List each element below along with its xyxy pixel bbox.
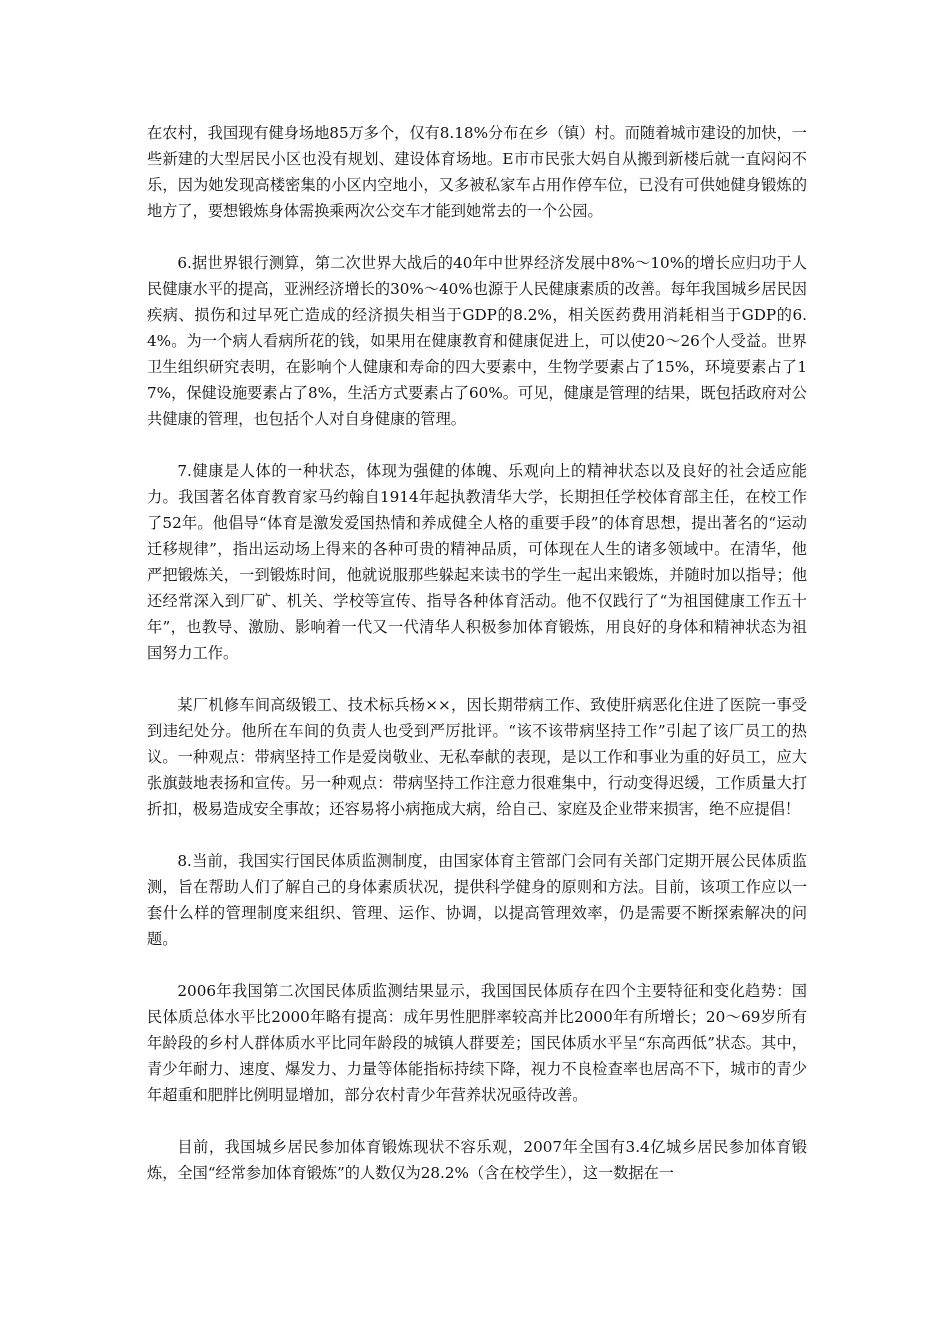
paragraph-8-fitness-monitoring: 8.当前，我国实行国民体质监测制度，由国家体育主管部门会同有关部门定期开展公民体质监测，旨在帮助人们了解自己的身体素质状况，提供科学健身的原则和方法。目前，该项工作应以一套什么样的管理制度来组织、管理、运作、协调，以提高管理效率，仍是需要不断探索解决的问题。 [147,852,807,948]
paragraph-exercise-participation: 目前，我国城乡居民参加体育锻炼现状不容乐观，2007年全国有3.4亿城乡居民参加体育锻炼，全国“经常参加体育锻炼”的人数仅为28.2%（含在校学生），这一数据在一 [147,1138,807,1182]
paragraph-working-while-ill: 某厂机修车间高级锻工、技术标兵杨××，因长期带病工作、致使肝病恶化住进了医院一事受到违纪处分。他所在车间的负责人也受到严厉批评。“该不该带病坚持工作”引起了该厂员工的热议。一种观点：带病坚持工作是爱岗敬业、无私奉献的表现，是以工作和事业为重的好员工，应大张旗鼓地表扬和宣传。另一种观点：带病坚持工作注意力很难集中，行动变得迟缓，工作质量大打折扣，极易造成安全事故；还容易将小病拖成大病，给自己、家庭及企业带来损害，绝不应提倡！ [147,696,807,818]
document-page [147,120,807,1212]
paragraph-7-ma-yuehan: 7.健康是人体的一种状态，体现为强健的体魄、乐观向上的精神状态以及良好的社会适应能力。我国著名体育教育家马约翰自1914年起执教清华大学，长期担任学校体育部主任，在校工作了52年。他倡导“体育是激发爱国热情和养成健全人格的重要手段”的体育思想，提出著名的“运动迁移规律”，指出运动场上得来的各种可贵的精神品质，可体现在人生的诸多领域中。在清华，他严把锻炼关，一到锻炼时间，他就说服那些躲起来读书的学生一起出来锻炼，并随时加以指导；他还经常深入到厂矿、机关、学校等宣传、指导各种体育活动。他不仅践行了“为祖国健康工作五十年”，也教导、激励、影响着一代又一代清华人积极参加体育锻炼，用良好的身体和精神状态为祖国努力工作。 [147,462,807,662]
paragraph-2006-monitoring-results: 2006年我国第二次国民体质监测结果显示，我国国民体质存在四个主要特征和变化趋势：国民体质总体水平比2000年略有提高：成年男性肥胖率较高并比2000年有所增长；20～69岁所有年龄段的乡村人群体质水平比同年龄段的城镇人群要差；国民体质水平呈“东高西低”状态。其中，青少年耐力、速度、爆发力、力量等体能指标持续下降，视力不良检查率也居高不下，城市的青少年超重和肥胖比例明显增加，部分农村青少年营养状况亟待改善。 [147,982,807,1104]
paragraph-rural-fitness-sites: 在农村，我国现有健身场地85万多个，仅有8.18%分布在乡（镇）村。而随着城市建设的加快，一些新建的大型居民小区也没有规划、建设体育场地。E市市民张大妈自从搬到新楼后就一直闷闷不乐，因为她发现高楼密集的小区内空地小，又多被私家车占用作停车位，已没有可供她健身锻炼的地方了，要想锻炼身体需换乘两次公交车才能到她常去的一个公园。 [147,124,807,220]
paragraph-6-world-bank-health-economics: 6.据世界银行测算，第二次世界大战后的40年中世界经济发展中8%～10%的增长应归功于人民健康水平的提高，亚洲经济增长的30%～40%也源于人民健康素质的改善。每年我国城乡居民因疾病、损伤和过早死亡造成的经济损失相当于GDP的8.2%，相关医药费用消耗相当于GDP的6.4%。为一个病人看病所花的钱，如果用在健康教育和健康促进上，可以使20～26个人受益。世界卫生组织研究表明，在影响个人健康和寿命的四大要素中，生物学要素占了15%，环境要素占了17%，保健设施要素占了8%，生活方式要素占了60%。可见，健康是管理的结果，既包括政府对公共健康的管理，也包括个人对自身健康的管理。 [147,254,807,428]
